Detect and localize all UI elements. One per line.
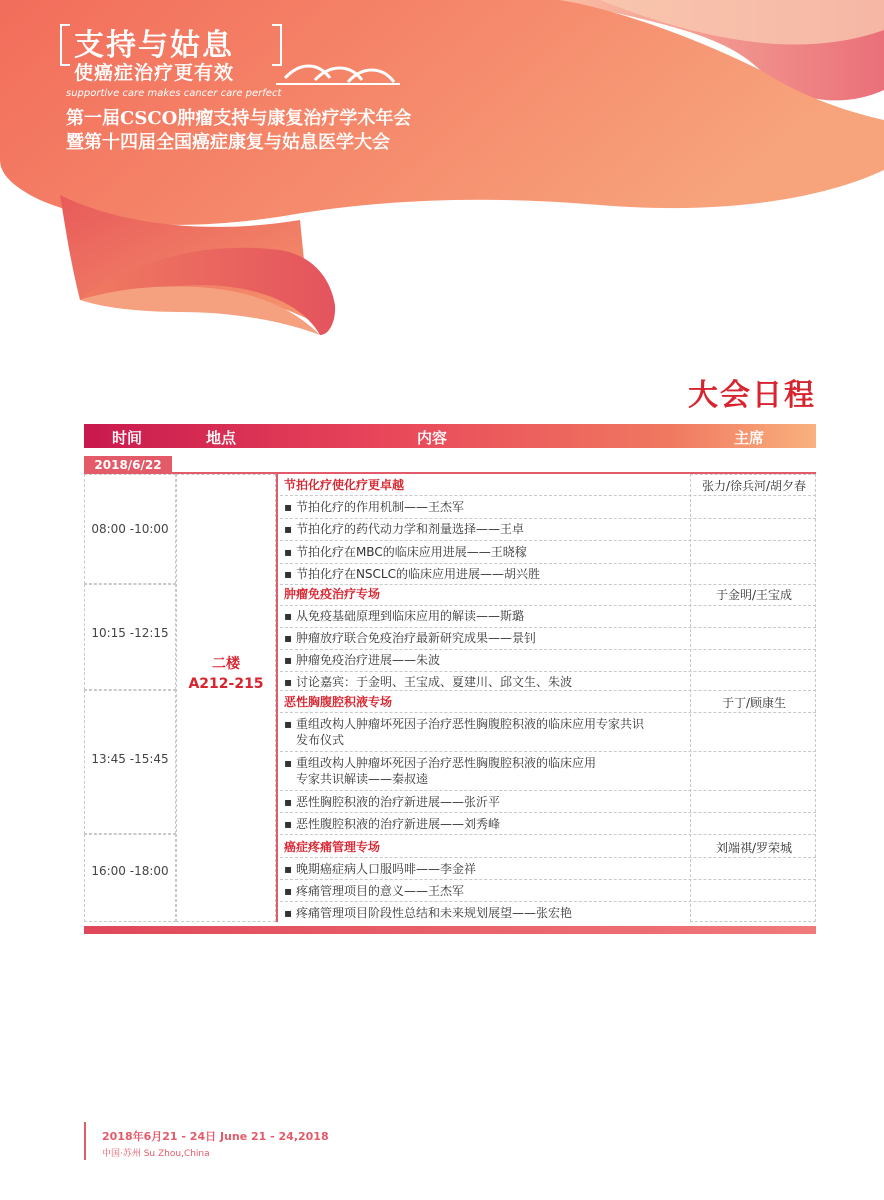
session-time: 16:00 -18:00 — [91, 864, 169, 878]
footer-location: 中国·苏州 Su Zhou,China — [102, 1149, 210, 1159]
session-time: 08:00 -10:00 — [91, 522, 169, 536]
session-chair: 于丁/顾康生 — [721, 696, 787, 710]
session-chair: 张力/徐兵河/胡夕春 — [701, 479, 807, 493]
row-divider — [280, 627, 816, 628]
session-title: 肿瘤免疫治疗专场 — [284, 587, 381, 601]
header-time: 时间 — [112, 429, 143, 447]
session-item: ▪ 重组改构人肿瘤坏死因子治疗恶性胸腹腔积液的临床应用专家共识 — [284, 717, 644, 731]
table-header — [84, 424, 816, 448]
bracket-right — [272, 24, 282, 66]
row-divider — [280, 879, 816, 880]
row-divider — [280, 584, 816, 585]
row-divider — [280, 671, 816, 672]
slogan-english: supportive care makes cancer care perfect — [66, 88, 282, 99]
date-tag: 2018/6/22 — [84, 456, 172, 474]
header-chair: 主席 — [734, 429, 765, 447]
session-item: ▪ 肿瘤免疫治疗进展——朱波 — [284, 653, 440, 667]
content-divider — [276, 474, 278, 922]
time-cell — [84, 834, 176, 922]
session-title: 节拍化疗使化疗更卓越 — [284, 478, 405, 492]
location-room: A212-215 — [188, 676, 264, 692]
session-item-continued: 发布仪式 — [296, 733, 345, 747]
conference-title-line1: 第一届CSCO肿瘤支持与康复治疗学术年会 — [66, 108, 412, 129]
session-chair: 于金明/王宝成 — [715, 588, 793, 602]
session-item: ▪ 疼痛管理项目阶段性总结和未来规划展望——张宏艳 — [284, 906, 572, 920]
row-divider — [280, 790, 816, 791]
session-item: ▪ 节拍化疗在MBC的临床应用进展——王晓稼 — [284, 545, 527, 559]
header-content: 内容 — [417, 429, 448, 447]
session-item: ▪ 晚期癌症病人口服吗啡——李金祥 — [284, 862, 476, 876]
session-item: ▪ 重组改构人肿瘤坏死因子治疗恶性胸腹腔积液的临床应用 — [284, 756, 596, 770]
page-title: 大会日程 — [688, 378, 816, 413]
session-item: ▪ 节拍化疗在NSCLC的临床应用进展——胡兴胜 — [284, 567, 540, 581]
session-item: ▪ 恶性胸腔积液的治疗新进展——张沂平 — [284, 795, 500, 809]
location-text — [176, 654, 276, 694]
session-item-continued: 专家共识解读——秦叔逵 — [296, 772, 429, 786]
row-divider — [280, 690, 816, 691]
session-title: 癌症疼痛管理专场 — [284, 840, 381, 854]
row-divider — [280, 834, 816, 835]
session-item: ▪ 讨论嘉宾：于金明、王宝成、夏建川、邱文生、朱波 — [284, 675, 572, 689]
conference-title-line2: 暨第十四届全国癌症康复与姑息医学大会 — [66, 132, 390, 153]
header-location: 地点 — [206, 429, 237, 447]
session-item: ▪ 疼痛管理项目的意义——王杰军 — [284, 884, 464, 898]
location-floor: 二楼 — [212, 656, 240, 672]
session-item: ▪ 从免疫基础原理到临床应用的解读——斯璐 — [284, 609, 524, 623]
schedule-table — [84, 474, 816, 922]
session-time: 10:15 -12:15 — [91, 626, 169, 640]
session-item: ▪ 节拍化疗的作用机制——王杰军 — [284, 500, 464, 514]
session-time: 13:45 -15:45 — [91, 752, 169, 766]
row-divider — [280, 649, 816, 650]
row-divider — [280, 605, 816, 606]
row-divider — [280, 712, 816, 713]
row-divider — [280, 518, 816, 519]
session-item: ▪ 肿瘤放疗联合免疫治疗最新研究成果——景钊 — [284, 631, 536, 645]
footer-dates: 2018年6月21 - 24日 June 21 - 24,2018 — [102, 1130, 329, 1143]
table-bottom-bar — [84, 926, 816, 934]
row-divider — [280, 857, 816, 858]
row-divider — [280, 812, 816, 813]
row-divider — [280, 751, 816, 752]
slogan-main: 支持与姑息 — [74, 28, 234, 63]
row-divider — [280, 901, 816, 902]
slogan-sub: 使癌症治疗更有效 — [74, 62, 235, 84]
bracket-left — [60, 24, 70, 66]
date-row — [84, 456, 816, 474]
row-divider — [280, 540, 816, 541]
row-divider — [280, 495, 816, 496]
location-cell — [176, 474, 276, 922]
session-item: ▪ 恶性腹腔积液的治疗新进展——刘秀峰 — [284, 817, 500, 831]
session-title: 恶性胸腹腔积液专场 — [284, 695, 393, 709]
session-chair: 刘端祺/罗荣城 — [715, 841, 793, 855]
session-item: ▪ 节拍化疗的药代动力学和剂量选择——王卓 — [284, 522, 524, 536]
footer-accent-bar — [84, 1122, 86, 1160]
row-divider — [280, 563, 816, 564]
